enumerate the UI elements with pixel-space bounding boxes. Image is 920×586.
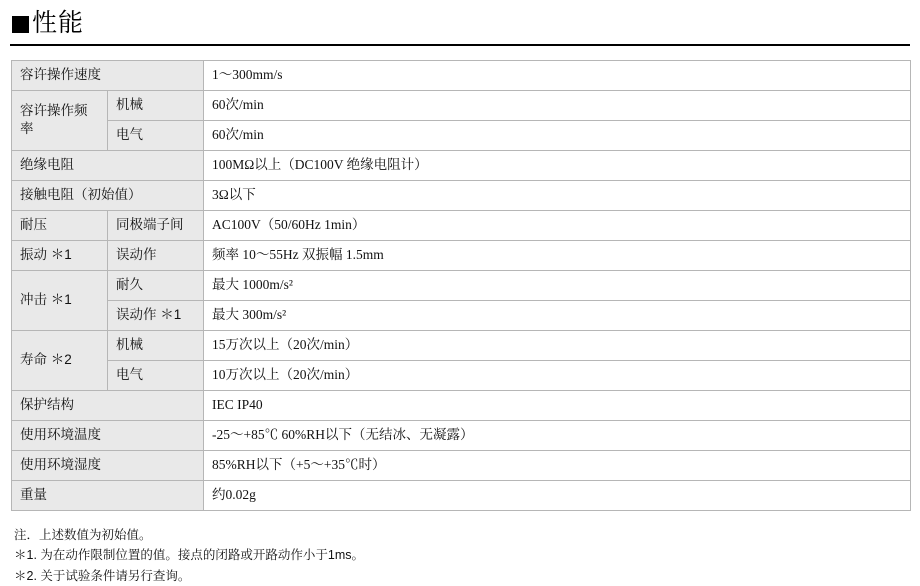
table-row: [12, 450, 911, 480]
page-title-text: 性能: [32, 10, 84, 38]
title-divider: [10, 44, 910, 46]
footnote-line: ＊2. 关于试验条件请另行查询。: [14, 566, 910, 586]
row-sublabel: 误动作: [108, 240, 204, 270]
row-value: 60次/min: [204, 120, 911, 150]
row-sublabel: 机械: [108, 90, 204, 120]
row-value: 100MΩ以上（DC100V 绝缘电阻计）: [204, 150, 911, 180]
row-label: 保护结构: [12, 390, 204, 420]
row-sublabel: 电气: [108, 360, 204, 390]
footnote-line: ＊1. 为在动作限制位置的值。接点的闭路或开路动作小于1ms。: [14, 545, 910, 566]
row-value: 60次/min: [204, 90, 911, 120]
row-label: 接触电阻（初始值）: [12, 180, 204, 210]
row-value: 频率 10～55Hz 双振幅 1.5mm: [204, 240, 911, 270]
table-row: [12, 90, 911, 120]
row-value: 约0.02g: [204, 480, 911, 510]
performance-spec-table: [11, 60, 911, 511]
row-label: 振动 ＊1: [12, 240, 108, 270]
row-sublabel: 电气: [108, 120, 204, 150]
table-row: [12, 150, 911, 180]
row-sublabel: 机械: [108, 330, 204, 360]
table-row: [12, 270, 911, 300]
row-value: -25～+85℃ 60%RH以下（无结冰、无凝露）: [204, 420, 911, 450]
table-body: [12, 60, 911, 510]
row-sublabel: 误动作 ＊1: [108, 300, 204, 330]
table-row: [12, 390, 911, 420]
table-row: [12, 360, 911, 390]
table-row: [12, 210, 911, 240]
row-value: AC100V（50/60Hz 1min）: [204, 210, 911, 240]
row-value: 15万次以上（20次/min）: [204, 330, 911, 360]
table-row: [12, 480, 911, 510]
footnotes: [14, 525, 910, 586]
row-label: 冲击 ＊1: [12, 270, 108, 330]
row-value: 85%RH以下（+5～+35℃时）: [204, 450, 911, 480]
row-label: 重量: [12, 480, 204, 510]
row-value: 1～300mm/s: [204, 60, 911, 90]
table-row: [12, 120, 911, 150]
row-value: 最大 300m/s²: [204, 300, 911, 330]
table-row: [12, 330, 911, 360]
row-label: 容许操作速度: [12, 60, 204, 90]
row-value: 10万次以上（20次/min）: [204, 360, 911, 390]
row-label: 使用环境温度: [12, 420, 204, 450]
row-label: 绝缘电阻: [12, 150, 204, 180]
table-row: [12, 240, 911, 270]
row-value: IEC IP40: [204, 390, 911, 420]
row-label: 容许操作频率: [12, 90, 108, 150]
row-label: 寿命 ＊2: [12, 330, 108, 390]
page-title: [12, 10, 910, 38]
table-row: [12, 60, 911, 90]
row-sublabel: 耐久: [108, 270, 204, 300]
table-row: [12, 420, 911, 450]
row-label: 使用环境湿度: [12, 450, 204, 480]
row-label: 耐压: [12, 210, 108, 240]
footnote-line: 注．上述数值为初始值。: [14, 525, 910, 546]
black-square-icon: [12, 16, 29, 33]
row-sublabel: 同极端子间: [108, 210, 204, 240]
row-value: 最大 1000m/s²: [204, 270, 911, 300]
table-row: [12, 300, 911, 330]
table-row: [12, 180, 911, 210]
row-value: 3Ω以下: [204, 180, 911, 210]
